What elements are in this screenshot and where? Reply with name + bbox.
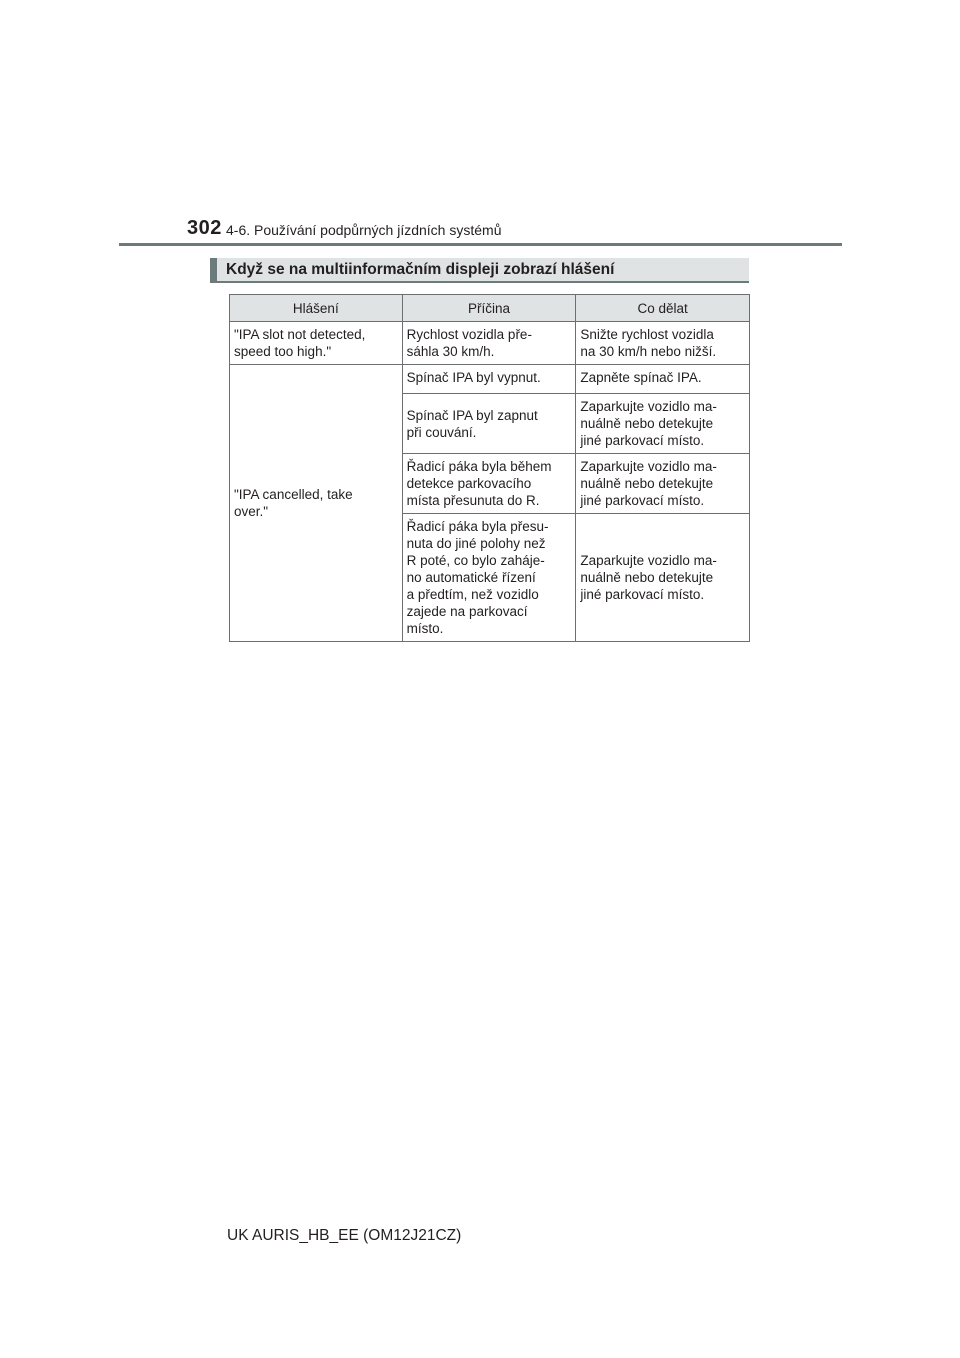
message-cell: "IPA slot not detected, speed too high." (230, 322, 403, 365)
header-divider (119, 243, 842, 246)
action-cell: Zaparkujte vozidlo ma- nuálně nebo detekujte jiné parkovací místo. (576, 514, 750, 642)
section-heading (210, 258, 749, 283)
column-header-action: Co dělat (576, 295, 750, 322)
cause-cell: Řadicí páka byla přesu- nuta do jiné polohy než R poté, co bylo zahájе- no automatické řízení a předtím, než vozidlo zajede na parkovací místo. (402, 514, 576, 642)
column-header-cause: Příčina (402, 295, 576, 322)
action-cell: Zaparkujte vozidlo ma- nuálně nebo detekujte jiné parkovací místo. (576, 454, 750, 514)
column-header-message: Hlášení (230, 295, 403, 322)
action-cell: Zaparkujte vozidlo ma- nuálně nebo detekujte jiné parkovací místo. (576, 394, 750, 454)
footer-document-code: UK AURIS_HB_EE (OM12J21CZ) (227, 1227, 462, 1244)
section-heading-text: Když se na multiinformačním displeji zobrazí hlášení (226, 261, 615, 278)
cause-cell: Spínač IPA byl vypnut. (402, 365, 576, 394)
chapter-title: 4-6. Používání podpůrných jízdních systémů (226, 222, 502, 238)
page-number: 302 (187, 217, 222, 239)
table-row (230, 322, 750, 365)
action-cell: Zapněte spínač IPA. (576, 365, 750, 394)
cause-cell: Spínač IPA byl zapnut při couvání. (402, 394, 576, 454)
section-heading-accent (210, 258, 217, 281)
action-cell: Snižte rychlost vozidla na 30 km/h nebo nižší. (576, 322, 750, 365)
cause-cell: Řadicí páka byla během detekce parkovacího místa přesunuta do R. (402, 454, 576, 514)
message-cell: "IPA cancelled, take over." (230, 365, 403, 642)
table-row (230, 365, 750, 394)
message-table (229, 294, 750, 642)
table-header-row (230, 295, 750, 322)
cause-cell: Rychlost vozidla pře- sáhla 30 km/h. (402, 322, 576, 365)
